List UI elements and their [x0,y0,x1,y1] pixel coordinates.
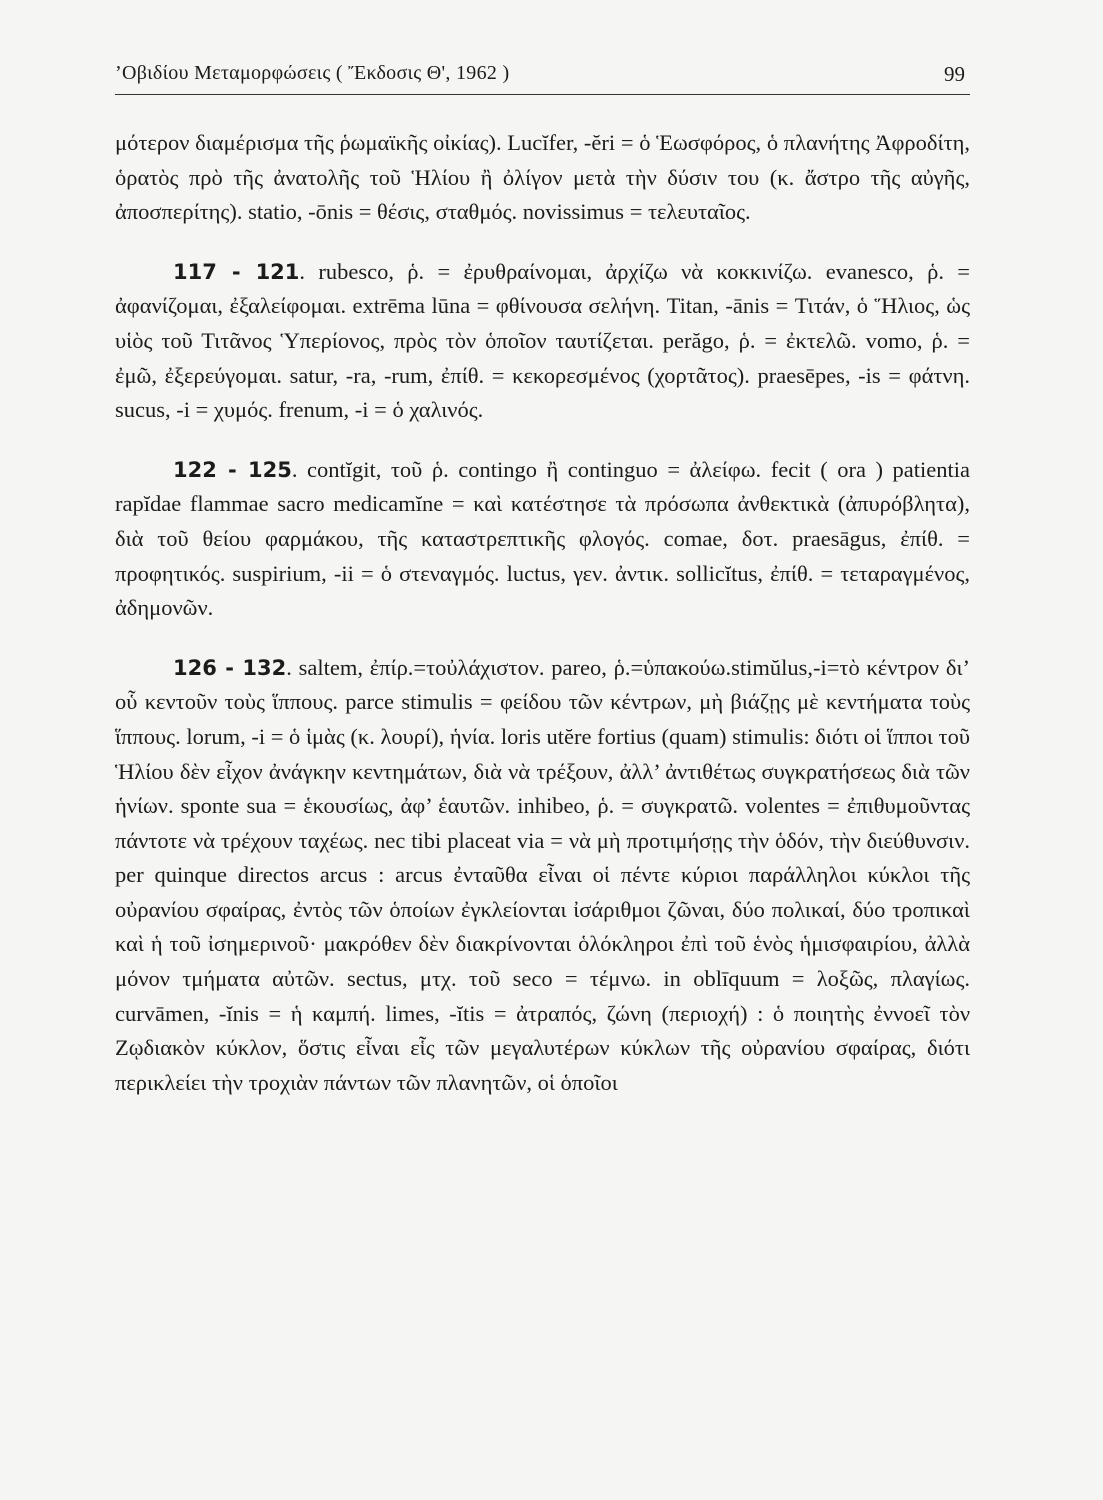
section-number: 122 - 125 [173,457,292,482]
body-text [115,126,970,1100]
section-text: . rubesco, ῥ. = ἐρυθραίνομαι, ἀρχίζω νὰ κοκκινίζω. evanesco, ῥ. = ἀφανίζομαι, ἐξαλείφομαι. extrēma lūna = φθίνουσα σελήνη. Titan, -ānis = Τιτάν, ὁ Ἥλιος, ὡς υἱὸς τοῦ Τιτᾶνος Ὑπερίονος, πρὸς τὸν ὁποῖον ταυτίζεται. perăgo, ῥ. = ἐκτελῶ. vomo, ῥ. = ἐμῶ, ἐξερεύγομαι. satur, -ra, -rum, ἐπίθ. = κεκορεσμένος (χορτᾶτος). praesēpes, -is = φάτνη. sucus, -i = χυμός. frenum, -i = ὁ χαλινός. [115,258,970,423]
section-122-125 [115,453,970,626]
page-number: 99 [944,62,965,86]
section-117-121 [115,255,970,428]
section-number: 117 - 121 [173,259,300,284]
section-number: 126 - 132 [173,655,287,680]
intro-paragraph: μότερον διαμέρισμα τῆς ῥωμαϊκῆς οἰκίας). Lucĭfer, -ĕri = ὁ Ἑωσφόρος, ὁ πλανήτης Ἀφροδίτη, ὁρατὸς πρὸ τῆς ἀνατολῆς τοῦ Ἡλίου ἢ ὀλίγον μετὰ τὴν δύσιν του (κ. ἄστρο τῆς αὐγῆς, ἀποσπερίτης). statio, -ōnis = θέσις, σταθμός. novissimus = τελευταῖος. [115,130,970,225]
running-title: ’Οβιδίου Μεταμορφώσεις ( Ἔκδοσις Θ', 1962 ) [115,62,510,84]
section-126-132 [115,651,970,1101]
section-text: . saltem, ἐπίρ.=τοὐλάχιστον. pareo, ῥ.=ὑπακούω.stimŭlus,-i=τὸ κέντρον δι’ οὗ κεντοῦν τοὺς ἵππους. parce stimulis = φείδου τῶν κέντρων, μὴ βιάζῃς μὲ κεντήματα τοὺς ἵππους. lorum, -i = ὁ ἱμὰς (κ. λουρί), ἡνία. loris utĕre fortius (quam) stimulis: διότι οἱ ἵπποι τοῦ Ἡλίου δὲν εἶχον ἀνάγκην κεντημάτων, διὰ νὰ τρέξουν, ἀλλ’ ἀντιθέτως συγκρατήσεως διὰ τῶν ἡνίων. sponte sua = ἑκουσίως, ἀφ’ ἑαυτῶν. inhibeo, ῥ. = συγκρατῶ. volentes = ἐπιθυμοῦντας πάντοτε νὰ τρέχουν ταχέως. nec tibi placeat via = νὰ μὴ προτιμήσῃς τὴν ὁδόν, τὴν διεύθυνσιν. per quinque directos arcus : arcus ἐνταῦθα εἶναι οἱ πέντε κύριοι παράλληλοι κύκλοι τῆς οὐρανίου σφαίρας, ἐντὸς τῶν ὁποίων ἐγκλείονται ἰσάριθμοι ζῶναι, δύο πολικαί, δύο τροπικαὶ καὶ ἡ τοῦ ἰσημερινοῦ· μακρόθεν δὲν διακρίνονται ὁλόκληροι ἐπὶ τοῦ ἑνὸς ἡμισφαιρίου, ἀλλὰ μόνον τμήματα αὐτῶν. sectus, μτχ. τοῦ seco = τέμνω. in oblīquum = λοξῶς, πλαγίως. curvāmen, -ĭnis = ἡ καμπή. limes, -ĭtis = ἀτραπός, ζώνη (περιοχή) : ὁ ποιητὴς ἐννοεῖ τὸν Ζῳδιακὸν κύκλον, ὅστις εἶναι εἷς τῶν μεγαλυτέρων κύκλων τῆς οὐρανίου σφαίρας, διότι περικλείει τὴν τροχιὰν πάντων τῶν πλανητῶν, οἱ ὁποῖοι [115,654,970,1095]
section-text: . contĭgit, τοῦ ῥ. contingo ἢ continguo = ἀλείφω. fecit ( ora ) patientia rapĭdae flammae sacro medicamĭne = καὶ κατέστησε τὰ πρόσωπα ἀνθεκτικὰ (ἀπυρόβλητα), διὰ τοῦ θείου φαρμάκου, τῆς καταστρεπτικῆς φλογός. comae, δοτ. praesāgus, ἐπίθ. = προφητικός. suspirium, -ii = ὁ στεναγμός. luctus, γεν. ἀντικ. sollicĭtus, ἐπίθ. = τεταραγμένος, ἀδημονῶν. [115,456,970,621]
page-header [115,62,970,95]
